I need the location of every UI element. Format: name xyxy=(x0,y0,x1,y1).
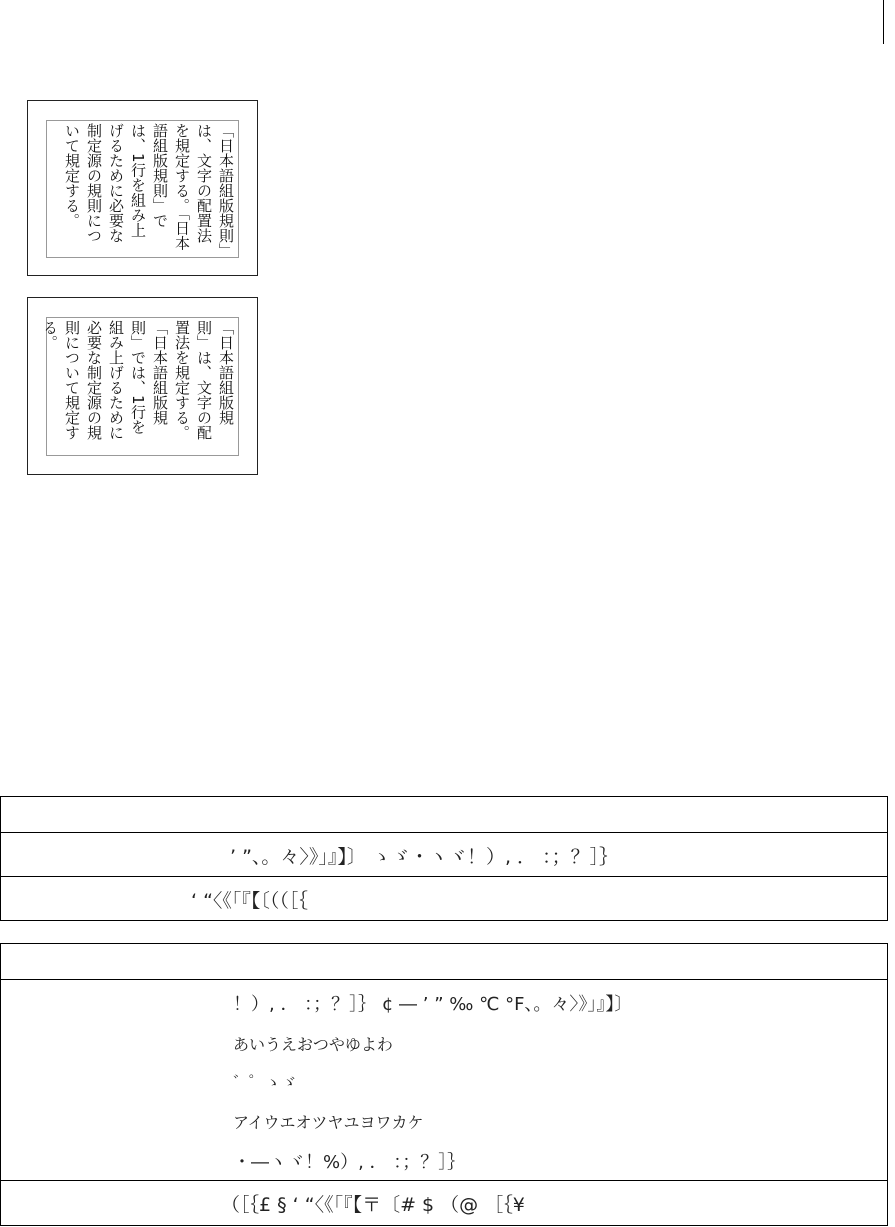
page-edge-mark xyxy=(883,0,884,44)
char-line: ！）, ． ：；？］｝ ¢ ― ’ ” ‰ ℃ °F、。々〉》」』】〕 xyxy=(233,994,633,1015)
table-row-line-end-prohibited xyxy=(1,1180,887,1225)
text-frame xyxy=(41,317,239,456)
character-class-table-2 xyxy=(0,943,888,1226)
table-row-closing-chars xyxy=(1,832,887,876)
character-class-table-1 xyxy=(0,796,888,921)
line-end-characters: （［｛£ § ‘ “〈《「『【〒〔# $ （@ ［｛¥ xyxy=(221,1194,525,1216)
table-header-row xyxy=(1,944,887,979)
char-line: アイウエオツヤユヨワカケ xyxy=(233,1113,424,1132)
table-row-opening-chars xyxy=(1,876,887,920)
table-row-line-start-prohibited xyxy=(1,979,887,1180)
char-line: ゛゜ゝゞ xyxy=(233,1073,298,1092)
text-frame xyxy=(46,120,239,258)
opening-characters: ‘ “〈《「『【〔（（［｛ xyxy=(191,890,308,912)
table-header-row xyxy=(1,797,887,832)
closing-characters: ’ ”、。々〉》」』】〕 ゝゞ・ヽヾ！）, ． ：；？］｝ xyxy=(230,846,619,868)
vertical-paragraph: 「日本語組版規 則」は、文字の配 置法を規定する。 「日本語組版規 則」では、1行を 組み上げるために 必要な制定源の規 則について規定す る。 xyxy=(41,320,235,440)
vertical-paragraph: 「日本語組版規則」 は、文字の配置法 を規定する。「日本 語組版規則」で は、1行を組み上 げるために必要な 制定源の規則につ いて規定する。 xyxy=(63,123,235,258)
char-line: あいうえおつやゆよわ xyxy=(233,1035,393,1054)
vertical-text-example-1 xyxy=(27,100,258,276)
char-line: ・―ヽヾ！%）, ． ：；？］｝ xyxy=(233,1152,466,1173)
vertical-text-example-2 xyxy=(27,297,258,475)
